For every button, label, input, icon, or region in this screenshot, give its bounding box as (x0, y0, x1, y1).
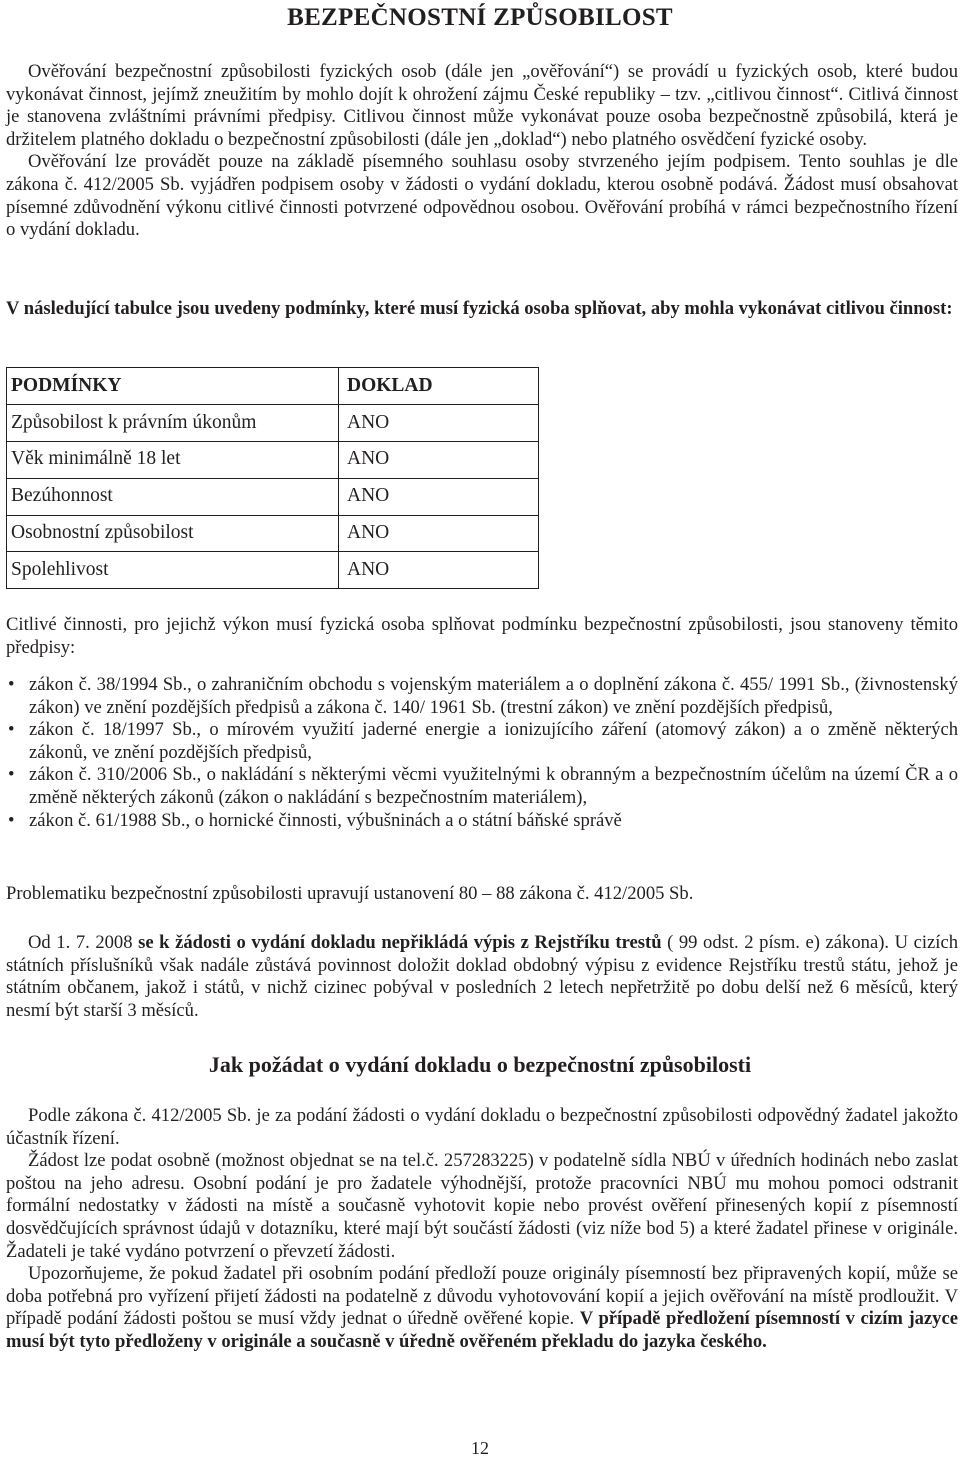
howto-paragraph-2: Žádost lze podat osobně (možnost objednat se na tel.č. 257283225) v podatelně sídla NBÚ v úředních hodinách nebo zaslat poštou na jeho adresu. Osobní podání je pro žadatele výhodnější, protože pracovníci NBÚ mu mohou pomoci odstranit formální nedostatky v žádosti na místě a současně vyhotovit kopie nebo provést ověření přinesených kopií z písemností dosvědčujících správnost údajů v dotazníku, které mají být součástí žádosti (viz níže bod 5) a které žadatel přinese v originále. Žadateli je také vydáno potvrzení o převzetí žádosti. (6, 1150, 958, 1262)
document-cell: ANO (339, 552, 539, 589)
intro-paragraph: Ověřování bezpečnostní způsobilosti fyzických osob (dále jen „ověřování“) se provádí u fyzických osob, které budou vykonávat činnost, jejímž zneužitím by mohlo dojít k ohrožení zájmu České republiky – tzv. „citlivou činnost“. Citlivá činnost je stanovena zvláštními právními předpisy. Citlivou činnost může vykonávat pouze osoba bezpečnostně způsobilá, která je držitelem platného dokladu o bezpečnostní způsobilosti (dále jen „doklad“) nebo platného osvědčení fyzické osoby. (6, 61, 958, 150)
table-row (7, 552, 539, 589)
table-header-row (7, 368, 539, 405)
table-intro: V následující tabulce jsou uvedeny podmínky, které musí fyzická osoba splňovat, aby mohla vykonávat citlivou činnost: (6, 298, 953, 319)
list-item (6, 764, 958, 809)
document-cell: ANO (339, 441, 539, 478)
condition-cell: Bezúhonnost (7, 478, 339, 515)
law-text: zákon č. 18/1997 Sb., o mírovém využití jaderné energie a ionizujícího záření (atomový zákon) a o změně některých zákonů, ve znění pozdějších předpisů, (29, 719, 958, 763)
law-text: zákon č. 310/2006 Sb., o nakládání s některými věcmi využitelnými k obranným a bezpečnostním účelům na území ČR a o změně některých zákonů (zákon o nakládání s bezpečnostním materiálem), (29, 764, 958, 808)
howto-paragraph-1: Podle zákona č. 412/2005 Sb. je za podání žádosti o vydání dokladu o bezpečnostní způsobilosti odpovědný žadatel jakožto účastník řízení. (6, 1105, 958, 1149)
bullet-icon: • (8, 719, 15, 741)
condition-cell: Spolehlivost (7, 552, 339, 589)
table-row (7, 515, 539, 552)
page-title: BEZPEČNOSTNÍ ZPŮSOBILOST (287, 4, 673, 31)
rejstrik-rest: ( 99 odst. 2 písm. e) zákona). U cizích státních příslušníků však nadále zůstává povinnost doložit doklad obdobný výpisu z evidence Rejstříku trestů státu, jehož je státním občanem, jakož i států, v nichž cizinec pobýval v posledních 2 letech nepřetržitě po dobu delší než 6 měsíců, který nesmí být starší 3 měsíců. (6, 932, 959, 1021)
bullet-icon: • (8, 764, 15, 786)
laws-list (6, 674, 958, 832)
problematika-paragraph: Problematiku bezpečnostní způsobilosti upravují ustanovení 80 – 88 zákona č. 412/2005 Sb. (6, 883, 694, 904)
header-conditions: PODMÍNKY (7, 368, 339, 405)
header-document: DOKLAD (339, 368, 539, 405)
rejstrik-bold: se k žádosti o vydání dokladu nepřikládá výpis z Rejstříku trestů (138, 932, 662, 953)
table-row (7, 441, 539, 478)
activities-intro: Citlivé činnosti, pro jejichž výkon musí fyzická osoba splňovat podmínku bezpečnostní způsobilosti, jsou stanoveny těmito předpisy: (6, 614, 958, 658)
list-item (6, 674, 958, 719)
condition-cell: Věk minimálně 18 let (7, 441, 339, 478)
bullet-icon: • (8, 674, 15, 695)
conditions-table (6, 367, 539, 589)
howto-paragraph-3 (6, 1263, 958, 1353)
howto-p3-bold: V případě předložení písemností v cizím jazyce musí být tyto předloženy v originále a současně v úředně ověřeném překladu do jazyka českého. (6, 1308, 958, 1352)
table-row (7, 478, 539, 515)
rejstrik-lead: Od 1. 7. 2008 (28, 932, 139, 953)
condition-cell: Způsobilost k právním úkonům (7, 404, 339, 441)
intro-section (6, 61, 958, 242)
howto-p3-text: Upozorňujeme, že pokud žadatel při osobním podání předloží pouze originály písemností bez připravených kopií, může se doba potřebná pro vyřízení přijetí žádosti na podatelně z důvodu vyhotovování kopií a jejich ověřování na místě prodloužit. V případě podání žádosti poštou se musí vždy jednat o úředně ověřené kopie. (6, 1263, 958, 1330)
howto-section (6, 1105, 958, 1354)
document-cell: ANO (339, 515, 539, 552)
law-text: zákon č. 38/1994 Sb., o zahraničním obchodu s vojenským materiálem a o doplnění zákona č. 455/ 1991 Sb., (živnostenský zákon) ve znění pozdějších předpisů a zákona č. 140/ 1961 Sb. (trestní zákon) ve znění pozdějších předpisů, (29, 674, 958, 718)
rejstrik-paragraph (6, 932, 958, 1022)
table-row (7, 404, 539, 441)
condition-cell: Osobnostní způsobilost (7, 515, 339, 552)
consent-paragraph: Ověřování lze provádět pouze na základě písemného souhlasu osoby stvrzeného jejím podpisem. Tento souhlas je dle zákona č. 412/2005 Sb. vyjádřen podpisem osoby v žádosti o vydání dokladu, kterou osobně podává. Žádost musí obsahovat písemné zdůvodnění výkonu citlivé činnosti potvrzené odpovědnou osobou. Ověřování probíhá v rámci bezpečnostního řízení o vydání dokladu. (6, 151, 958, 241)
document-cell: ANO (339, 404, 539, 441)
bullet-icon: • (8, 809, 15, 831)
list-item (6, 810, 958, 833)
section-subtitle: Jak požádat o vydání dokladu o bezpečnostní způsobilosti (208, 1052, 752, 1077)
page-number: 12 (471, 1438, 489, 1458)
law-text: zákon č. 61/1988 Sb., o hornické činnosti, výbušninách a o státní báňské správě (29, 809, 622, 831)
list-item (6, 719, 958, 764)
document-cell: ANO (339, 478, 539, 515)
